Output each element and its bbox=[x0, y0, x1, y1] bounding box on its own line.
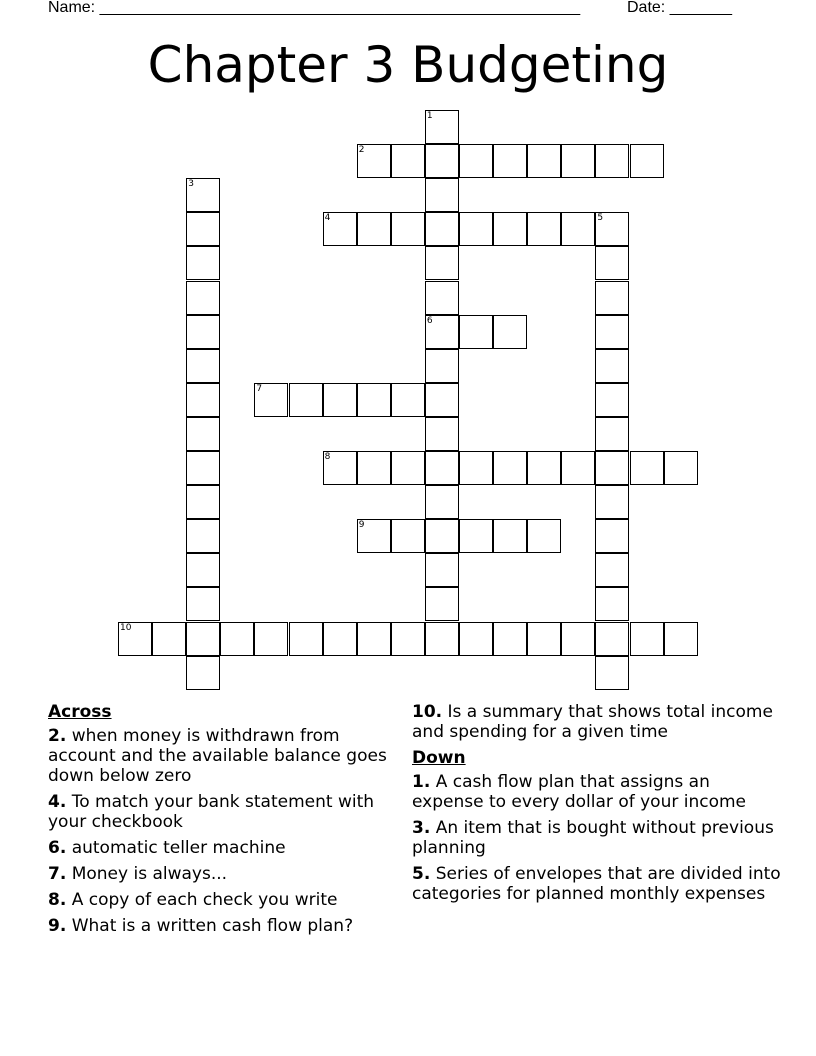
crossword-cell[interactable] bbox=[357, 519, 391, 553]
down-clue-1 bbox=[412, 772, 782, 812]
crossword-cell[interactable] bbox=[459, 315, 493, 349]
crossword-cell[interactable] bbox=[425, 110, 459, 144]
crossword-cell[interactable] bbox=[186, 553, 220, 587]
crossword-cell[interactable] bbox=[152, 622, 186, 656]
crossword-cell[interactable] bbox=[186, 281, 220, 315]
crossword-cell[interactable] bbox=[357, 383, 391, 417]
across-clue-8 bbox=[48, 890, 398, 910]
crossword-cell[interactable] bbox=[630, 622, 664, 656]
crossword-cell[interactable] bbox=[493, 519, 527, 553]
crossword-cell[interactable] bbox=[425, 587, 459, 621]
crossword-cell[interactable] bbox=[527, 144, 561, 178]
across-clue-10 bbox=[412, 702, 782, 742]
cell-number: 3 bbox=[188, 179, 194, 190]
name-field-label: Name: ______________________________________________________ bbox=[48, 0, 581, 16]
clue-text: Money is always... bbox=[71, 864, 228, 884]
crossword-cell[interactable] bbox=[425, 622, 459, 656]
across-clue-2 bbox=[48, 726, 398, 786]
crossword-cell[interactable] bbox=[425, 315, 459, 349]
clue-number: 5. bbox=[412, 864, 431, 884]
clue-number: 7. bbox=[48, 864, 67, 884]
crossword-cell[interactable] bbox=[186, 212, 220, 246]
crossword-cell[interactable] bbox=[391, 519, 425, 553]
crossword-cell[interactable] bbox=[630, 144, 664, 178]
crossword-cell[interactable] bbox=[459, 144, 493, 178]
crossword-cell[interactable] bbox=[493, 451, 527, 485]
crossword-cell[interactable] bbox=[186, 622, 220, 656]
crossword-cell[interactable] bbox=[391, 383, 425, 417]
cell-number: 10 bbox=[120, 622, 132, 633]
crossword-cell[interactable] bbox=[186, 519, 220, 553]
crossword-cell[interactable] bbox=[425, 212, 459, 246]
cell-number: 1 bbox=[426, 111, 433, 121]
crossword-cell[interactable] bbox=[595, 349, 629, 383]
crossword-cell[interactable] bbox=[425, 519, 459, 553]
crossword-cell[interactable] bbox=[186, 451, 220, 485]
crossword-cell[interactable] bbox=[425, 383, 459, 417]
clue-number: 3. bbox=[412, 818, 431, 838]
crossword-cell[interactable] bbox=[561, 212, 595, 246]
crossword-cell[interactable] bbox=[220, 622, 254, 656]
clue-text: An item that is bought without previous planning bbox=[412, 818, 774, 858]
crossword-cell[interactable] bbox=[118, 622, 152, 656]
crossword-cell[interactable] bbox=[186, 587, 220, 621]
date-field-label: Date: _______ bbox=[627, 0, 732, 16]
crossword-cell[interactable] bbox=[289, 383, 323, 417]
crossword-cell[interactable] bbox=[425, 178, 459, 212]
crossword-cell[interactable] bbox=[595, 212, 629, 246]
crossword-cell[interactable] bbox=[493, 212, 527, 246]
crossword-cell[interactable] bbox=[527, 451, 561, 485]
clue-text: To match your bank statement with your checkbook bbox=[48, 792, 375, 832]
crossword-cell[interactable] bbox=[527, 519, 561, 553]
crossword-cell[interactable] bbox=[425, 349, 459, 383]
crossword-cell[interactable] bbox=[459, 451, 493, 485]
clues-column-right bbox=[412, 702, 782, 910]
clues-column-left bbox=[48, 702, 398, 942]
clue-number: 6. bbox=[48, 838, 67, 858]
crossword-cell[interactable] bbox=[493, 622, 527, 656]
crossword-cell[interactable] bbox=[664, 451, 698, 485]
clue-text: when money is withdrawn from account and the available balance goes down below zero bbox=[48, 726, 387, 786]
cell-number: 5 bbox=[597, 213, 604, 224]
crossword-cell[interactable] bbox=[595, 519, 629, 553]
crossword-cell[interactable] bbox=[595, 656, 629, 690]
page-title: Chapter 3 Budgeting bbox=[147, 36, 669, 94]
clue-number: 2. bbox=[48, 726, 67, 746]
crossword-cell[interactable] bbox=[595, 246, 629, 280]
clue-text: Series of envelopes that are divided into categories for planned monthly expenses bbox=[412, 864, 781, 904]
crossword-cell[interactable] bbox=[459, 622, 493, 656]
crossword-cell[interactable] bbox=[595, 587, 629, 621]
crossword-cell[interactable] bbox=[595, 451, 629, 485]
crossword-cell[interactable] bbox=[527, 212, 561, 246]
crossword-cell[interactable] bbox=[323, 451, 357, 485]
clue-text: A copy of each check you write bbox=[71, 890, 338, 910]
crossword-cell[interactable] bbox=[254, 383, 288, 417]
crossword-cell[interactable] bbox=[561, 622, 595, 656]
down-heading: Down bbox=[412, 748, 466, 768]
crossword-cell[interactable] bbox=[357, 212, 391, 246]
crossword-cell[interactable] bbox=[323, 383, 357, 417]
crossword-cell[interactable] bbox=[186, 656, 220, 690]
crossword-cell[interactable] bbox=[391, 451, 425, 485]
down-clue-3 bbox=[412, 818, 782, 858]
cell-number: 4 bbox=[324, 213, 331, 224]
clue-text: What is a written cash flow plan? bbox=[71, 916, 354, 936]
crossword-cell[interactable] bbox=[459, 212, 493, 246]
crossword-cell[interactable] bbox=[425, 451, 459, 485]
crossword-cell[interactable] bbox=[186, 383, 220, 417]
crossword-cell[interactable] bbox=[527, 622, 561, 656]
cell-number: 7 bbox=[256, 383, 263, 394]
crossword-cell[interactable] bbox=[425, 485, 459, 519]
clue-text: Is a summary that shows total income and spending for a given time bbox=[412, 702, 773, 742]
crossword-cell[interactable] bbox=[357, 451, 391, 485]
crossword-cell[interactable] bbox=[595, 281, 629, 315]
crossword-cell[interactable] bbox=[595, 485, 629, 519]
crossword-cell[interactable] bbox=[391, 212, 425, 246]
crossword-cell[interactable] bbox=[459, 519, 493, 553]
across-clue-4 bbox=[48, 792, 398, 832]
cell-number: 8 bbox=[324, 452, 331, 462]
crossword-cell[interactable] bbox=[186, 417, 220, 451]
cell-number: 6 bbox=[426, 315, 433, 326]
crossword-cell[interactable] bbox=[425, 281, 459, 315]
crossword-cell[interactable] bbox=[186, 349, 220, 383]
cell-number: 2 bbox=[358, 145, 365, 156]
crossword-cell[interactable] bbox=[391, 622, 425, 656]
crossword-cell[interactable] bbox=[391, 144, 425, 178]
across-clue-6 bbox=[48, 838, 398, 858]
crossword-cell[interactable] bbox=[323, 622, 357, 656]
clue-number: 8. bbox=[48, 890, 67, 910]
across-clue-9 bbox=[48, 916, 398, 936]
clue-number: 4. bbox=[48, 792, 67, 812]
crossword-cell[interactable] bbox=[186, 485, 220, 519]
crossword-cell[interactable] bbox=[254, 622, 288, 656]
clue-number: 1. bbox=[412, 772, 431, 792]
crossword-cell[interactable] bbox=[493, 315, 527, 349]
crossword-cell[interactable] bbox=[357, 622, 391, 656]
clue-number: 9. bbox=[48, 916, 67, 936]
crossword-cell[interactable] bbox=[630, 451, 664, 485]
crossword-cell[interactable] bbox=[425, 417, 459, 451]
crossword-cell[interactable] bbox=[561, 144, 595, 178]
crossword-cell[interactable] bbox=[664, 622, 698, 656]
crossword-cell[interactable] bbox=[289, 622, 323, 656]
crossword-cell[interactable] bbox=[186, 246, 220, 280]
crossword-cell[interactable] bbox=[425, 144, 459, 178]
down-clue-5 bbox=[412, 864, 782, 904]
crossword-cell[interactable] bbox=[561, 451, 595, 485]
crossword-cell[interactable] bbox=[595, 417, 629, 451]
crossword-cell[interactable] bbox=[425, 553, 459, 587]
clue-text: A cash flow plan that assigns an expense to every dollar of your income bbox=[412, 772, 746, 812]
crossword-cell[interactable] bbox=[595, 144, 629, 178]
clue-text: automatic teller machine bbox=[71, 838, 286, 858]
crossword-cell[interactable] bbox=[357, 144, 391, 178]
crossword-cell[interactable] bbox=[186, 315, 220, 349]
crossword-cell[interactable] bbox=[323, 212, 357, 246]
crossword-cell[interactable] bbox=[493, 144, 527, 178]
crossword-cell[interactable] bbox=[595, 622, 629, 656]
crossword-cell[interactable] bbox=[186, 178, 220, 212]
across-heading: Across bbox=[48, 702, 112, 722]
crossword-cell[interactable] bbox=[595, 553, 629, 587]
crossword-cell[interactable] bbox=[595, 315, 629, 349]
crossword-cell[interactable] bbox=[595, 383, 629, 417]
cell-number: 9 bbox=[358, 520, 365, 531]
clue-number: 10. bbox=[412, 702, 443, 722]
across-clue-7 bbox=[48, 864, 398, 884]
crossword-cell[interactable] bbox=[425, 246, 459, 280]
